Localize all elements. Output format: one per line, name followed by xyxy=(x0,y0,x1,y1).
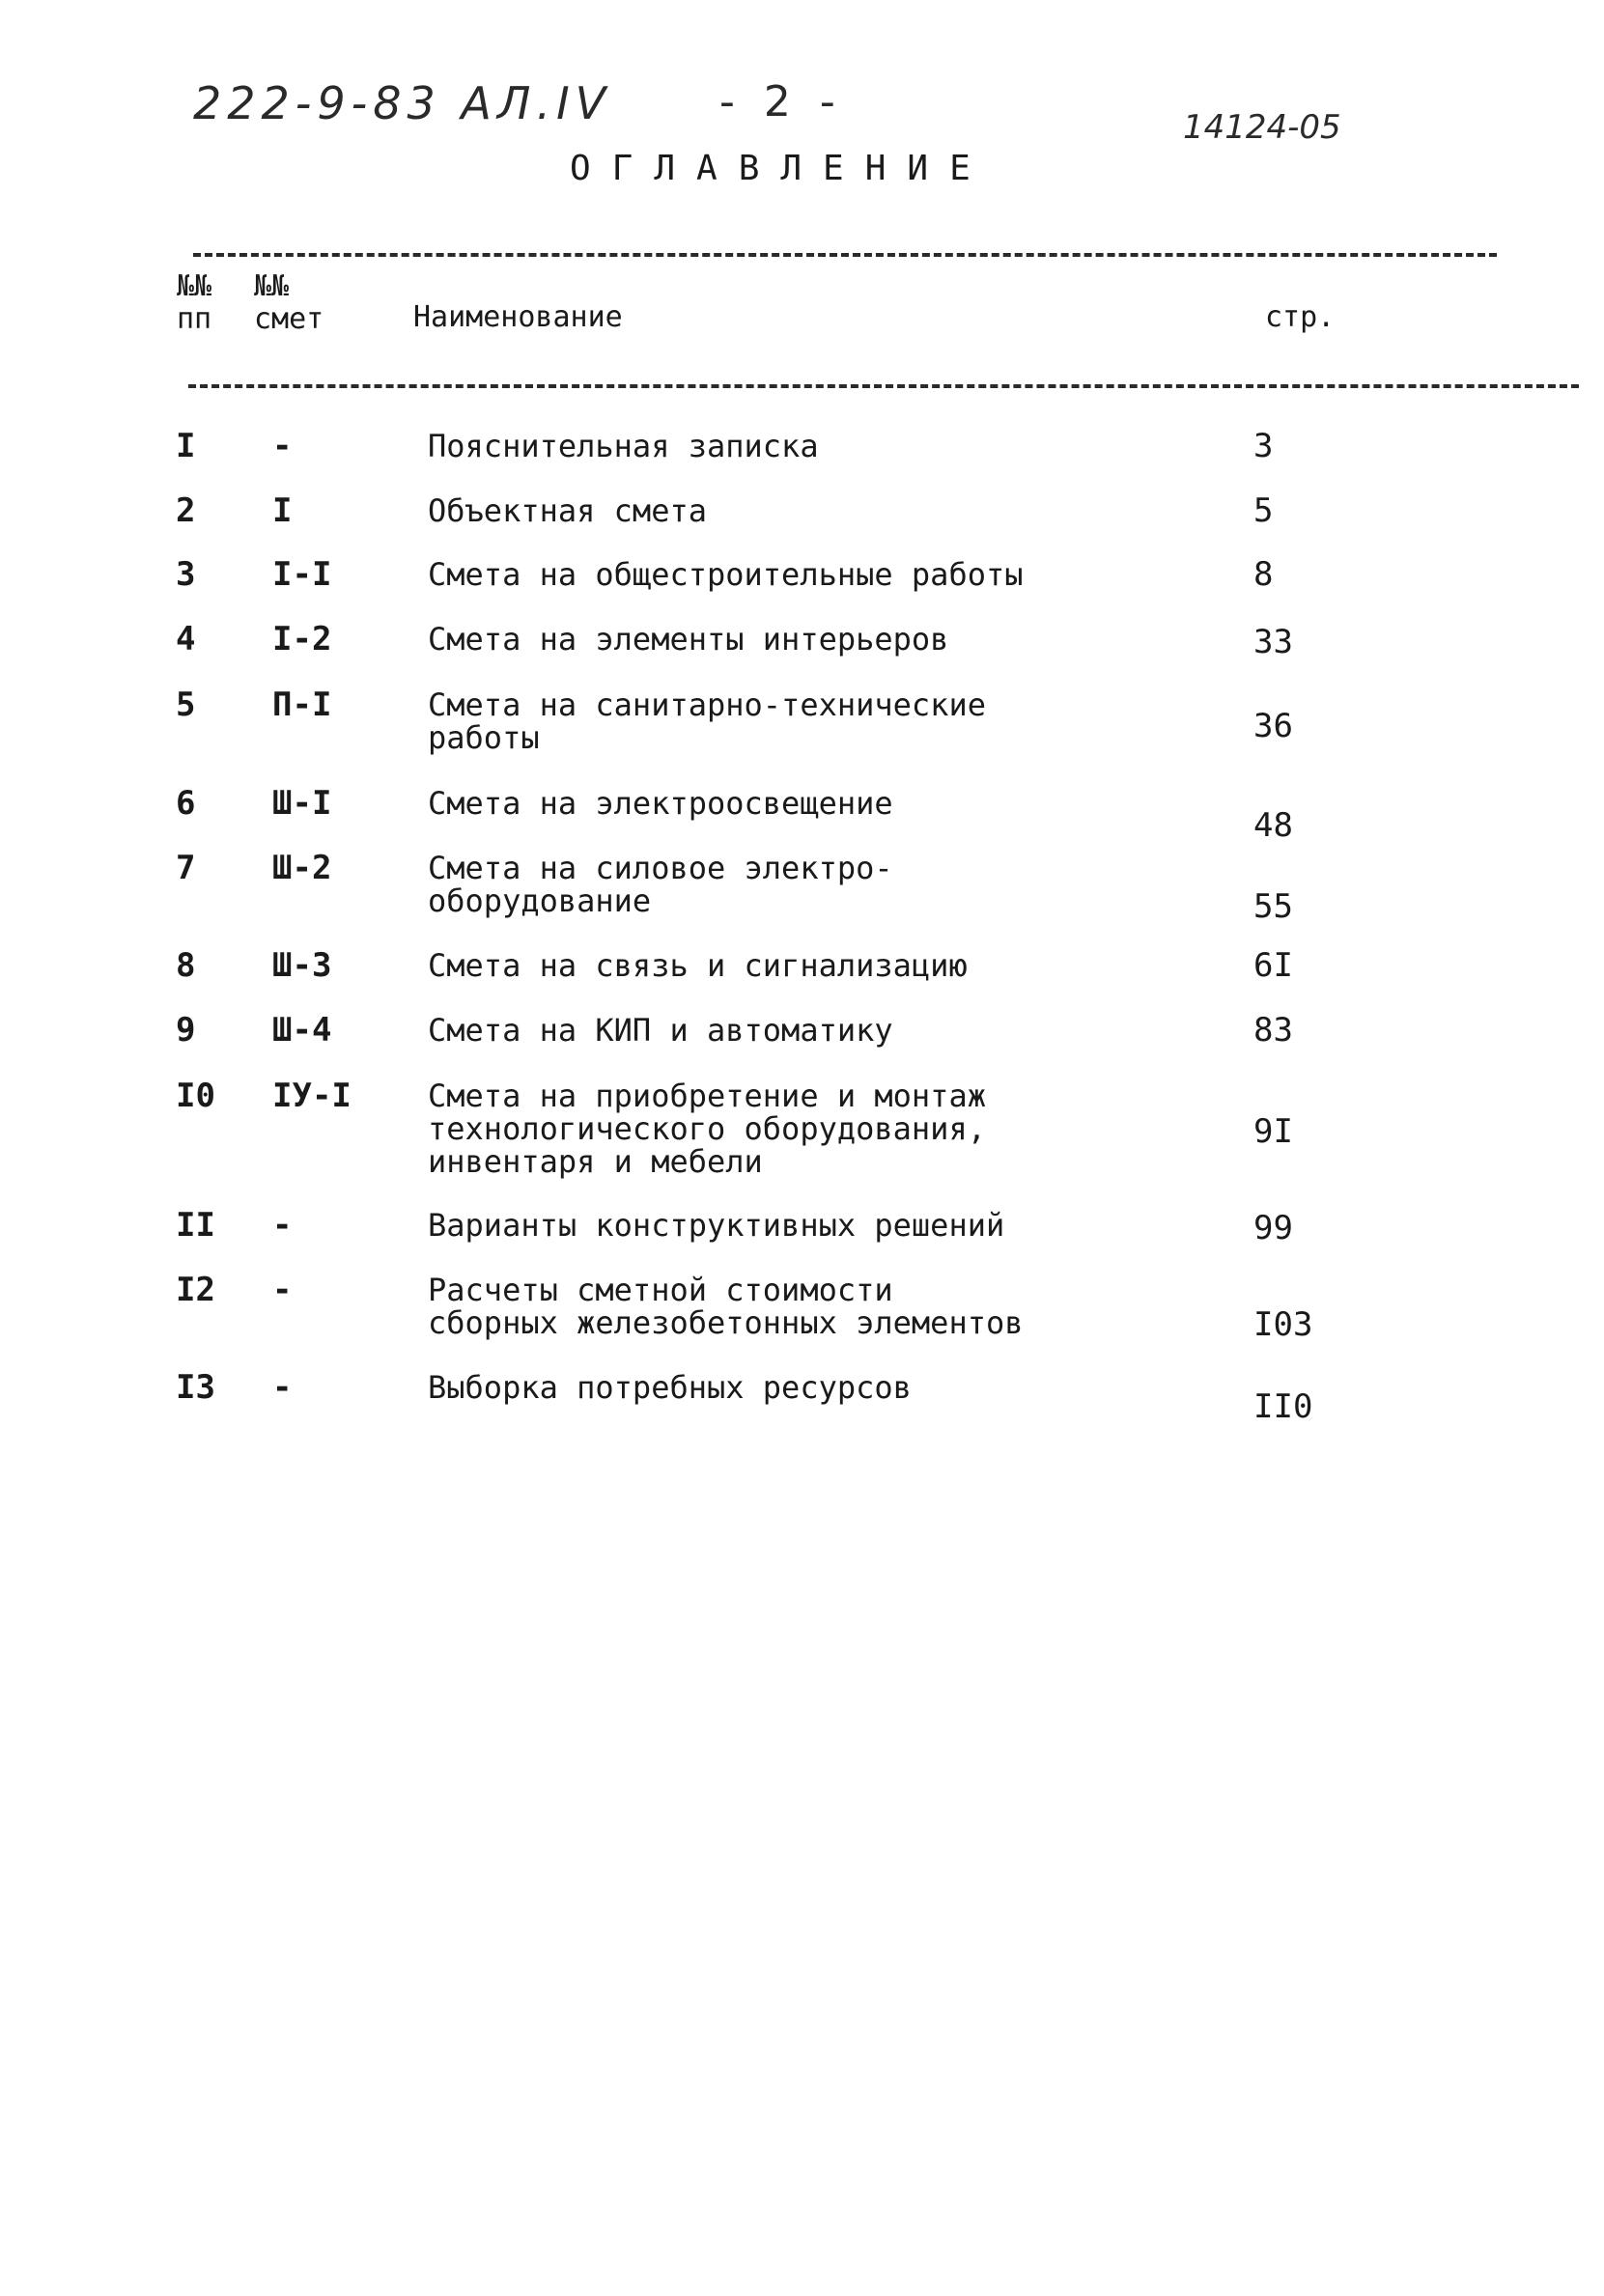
column-header-item-number-line2: пп xyxy=(177,302,212,336)
row-page-number: I03 xyxy=(1253,1305,1313,1344)
row-page-number: 8 xyxy=(1253,555,1274,594)
row-estimate-number: Ш-4 xyxy=(272,1011,332,1050)
row-estimate-number: - xyxy=(272,427,293,465)
row-title-line: Смета на электроосвещение xyxy=(428,785,893,822)
row-item-number: I3 xyxy=(176,1368,215,1407)
row-title-line: технологического оборудования, xyxy=(428,1110,986,1147)
row-page-number: 99 xyxy=(1253,1209,1293,1247)
row-estimate-number: Ш-3 xyxy=(272,946,332,985)
row-item-number: I xyxy=(176,427,196,465)
row-item-number: 7 xyxy=(176,849,196,887)
row-title-line: Расчеты сметной стоимости xyxy=(428,1272,893,1308)
row-page-number: 5 xyxy=(1253,491,1274,530)
row-item-number: I0 xyxy=(176,1077,215,1115)
row-title-line: работы xyxy=(428,719,540,756)
row-title-line: сборных железобетонных элементов xyxy=(428,1304,1024,1341)
row-estimate-number: I-I xyxy=(272,555,332,594)
row-page-number: 3 xyxy=(1253,427,1274,465)
row-item-number: II xyxy=(176,1206,215,1245)
row-page-number: 33 xyxy=(1253,623,1293,661)
row-page-number: II0 xyxy=(1253,1387,1313,1426)
inventory-number: 14124-05 xyxy=(1183,108,1341,147)
row-item-number: 2 xyxy=(176,491,196,530)
row-estimate-number: I xyxy=(272,491,293,530)
row-estimate-number: - xyxy=(272,1206,293,1245)
row-title-line: Выборка потребных ресурсов xyxy=(428,1369,912,1406)
row-title-line: Пояснительная записка xyxy=(428,428,819,464)
column-header-name: Наименование xyxy=(413,300,623,334)
row-estimate-number: Ш-2 xyxy=(272,849,332,887)
row-page-number: 55 xyxy=(1253,887,1293,926)
row-title-line: Смета на приобретение и монтаж xyxy=(428,1078,986,1114)
row-item-number: 8 xyxy=(176,946,196,985)
row-estimate-number: IУ-I xyxy=(272,1077,352,1115)
row-title-line: Смета на общестроительные работы xyxy=(428,556,1024,593)
row-page-number: 48 xyxy=(1253,806,1293,845)
row-item-number: 6 xyxy=(176,784,196,823)
row-title-line: Смета на санитарно-технические xyxy=(428,686,986,723)
row-page-number: 83 xyxy=(1253,1011,1293,1050)
column-header-estimate-number-line2: смет xyxy=(254,302,324,336)
row-item-number: 9 xyxy=(176,1011,196,1050)
row-title-line: оборудование xyxy=(428,882,652,919)
row-title-line: инвентаря и мебели xyxy=(428,1143,763,1180)
row-item-number: 5 xyxy=(176,686,196,724)
row-estimate-number: - xyxy=(272,1271,293,1309)
row-page-number: 36 xyxy=(1253,707,1293,745)
row-estimate-number: I-2 xyxy=(272,620,332,658)
column-header-page: стр. xyxy=(1265,300,1336,334)
row-title-line: Смета на силовое электро- xyxy=(428,850,893,886)
row-title-line: Варианты конструктивных решений xyxy=(428,1207,1005,1244)
row-estimate-number: Ш-I xyxy=(272,784,332,823)
row-page-number: 9I xyxy=(1253,1112,1293,1151)
page-number: - 2 - xyxy=(719,77,843,126)
row-title-line: Смета на связь и сигнализацию xyxy=(428,947,968,984)
row-estimate-number: П-I xyxy=(272,686,332,724)
row-title-line: Смета на КИП и автоматику xyxy=(428,1012,893,1049)
column-header-item-number-line1: №№ xyxy=(177,269,212,303)
row-item-number: I2 xyxy=(176,1271,215,1309)
row-item-number: 3 xyxy=(176,555,196,594)
row-item-number: 4 xyxy=(176,620,196,658)
column-header-estimate-number-line1: №№ xyxy=(254,269,290,303)
document-code: 222-9-83 АЛ.IV xyxy=(193,77,612,129)
page-title: ОГЛАВЛЕНИЕ xyxy=(570,149,992,188)
row-estimate-number: - xyxy=(272,1368,293,1407)
row-page-number: 6I xyxy=(1253,946,1293,985)
row-title-line: Смета на элементы интерьеров xyxy=(428,621,949,658)
row-title-line: Объектная смета xyxy=(428,492,707,529)
